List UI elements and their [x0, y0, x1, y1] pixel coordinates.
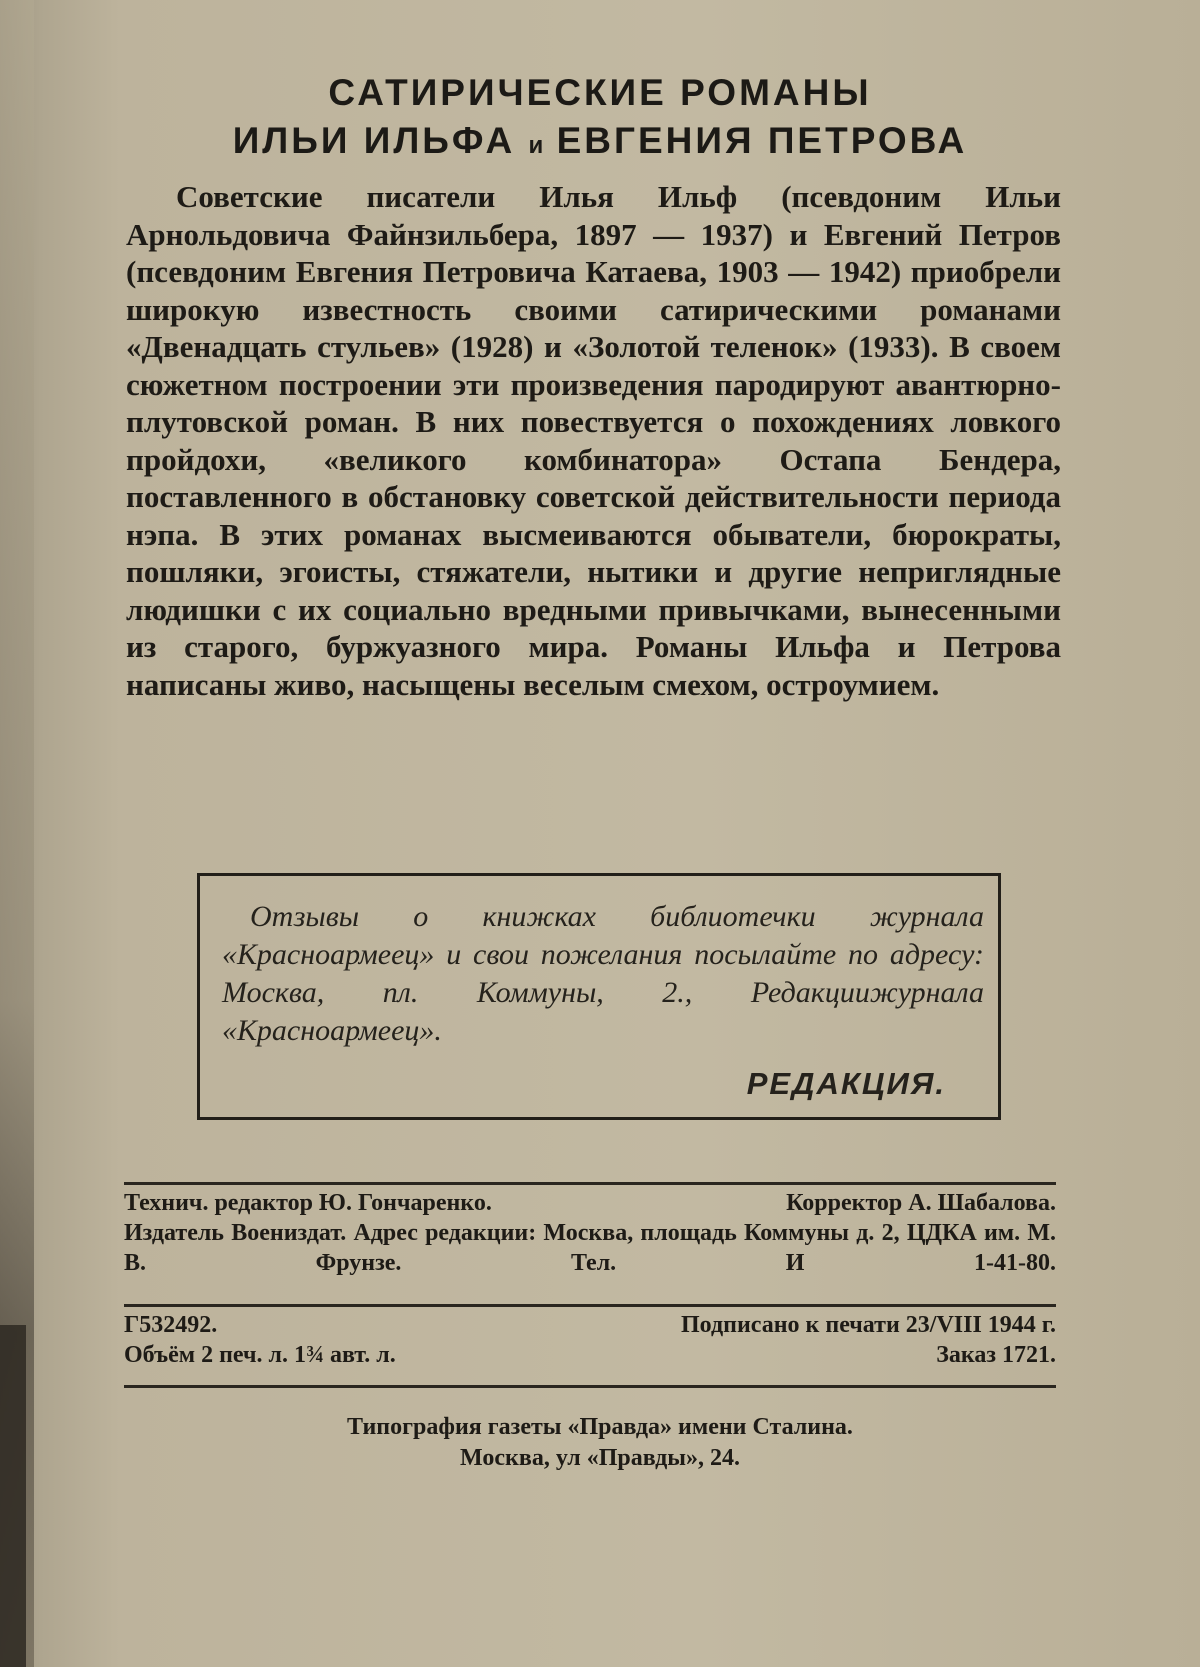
print-volume: Объём 2 печ. л. 1¾ авт. л.: [124, 1342, 396, 1368]
editorial-notice-box: [197, 873, 1001, 1120]
printer-name: Типография газеты «Правда» имени Сталина.: [347, 1414, 853, 1440]
heading-line-2: [0, 120, 1200, 162]
notice-signature: РЕДАКЦИЯ.: [746, 1066, 946, 1101]
censor-code: Г532492.: [124, 1312, 218, 1338]
body-paragraph: Советские писатели Илья Ильф (псевдоним Ильи Арнольдовича Файнзильбера, 1897 — 1937) и Евгений Петров (псевдоним Евгения Петровича Катаева, 1903 — 1942) приобрели широкую известность своими сатирическими романами «Двенадцать стульев» (1928) и «Золотой теленок» (1933). В своем сюжетном построении эти произведения пародируют авантюрно-плутовской роман. В них повествуется о похождениях ловкого пройдохи, «великого комбинатора» Остапа Бендера, поставленного в обстановку советской действительности периода нэпа. В этих романах высмеиваются обыватели, бюрократы, пошляки, эгоисты, стяжатели, нытики и другие неприглядные людишки с их социально вредными привычками, вынесенными из старого, буржуазного мира. Романы Ильфа и Петрова написаны живо, насыщены веселым смехом, остроумием.: [126, 179, 1061, 702]
spine-binding: [0, 1325, 26, 1667]
imprint-credits: [124, 1188, 1056, 1278]
heading-author-1: ИЛЬИ ИЛЬФА: [232, 120, 516, 161]
printer-address: Москва, ул «Правды», 24.: [460, 1445, 740, 1471]
technical-editor: Технич. редактор Ю. Гончаренко.: [124, 1190, 492, 1216]
heading-author-2: ЕВГЕНИЯ ПЕТРОВА: [556, 120, 968, 161]
order-number: Заказ 1721.: [936, 1342, 1056, 1368]
publisher-address: Издатель Воениздат. Адрес редакции: Москва, площадь Коммуны д. 2, ЦДКА им. М. В. Фрунзе. Тел. И 1-41-80.: [124, 1220, 1056, 1276]
imprint-print-info: [124, 1310, 1056, 1370]
printer-info: [0, 1412, 1200, 1474]
divider-rule: [124, 1182, 1056, 1185]
divider-rule: [124, 1385, 1056, 1388]
proofreader: Корректор А. Шабалова.: [786, 1190, 1056, 1216]
heading-conjunction: и: [528, 132, 544, 159]
notice-text: Отзывы о книжках библиотечки журнала «Красноармеец» и свои пожелания посылайте по адресу: Москва, пл. Коммуны, 2., Редакциижурнала «Красноармеец».: [222, 900, 984, 1047]
heading-line-1: САТИРИЧЕСКИЕ РОМАНЫ: [328, 72, 872, 113]
signed-for-print: Подписано к печати 23/VIII 1944 г.: [681, 1312, 1056, 1338]
divider-rule: [124, 1304, 1056, 1307]
